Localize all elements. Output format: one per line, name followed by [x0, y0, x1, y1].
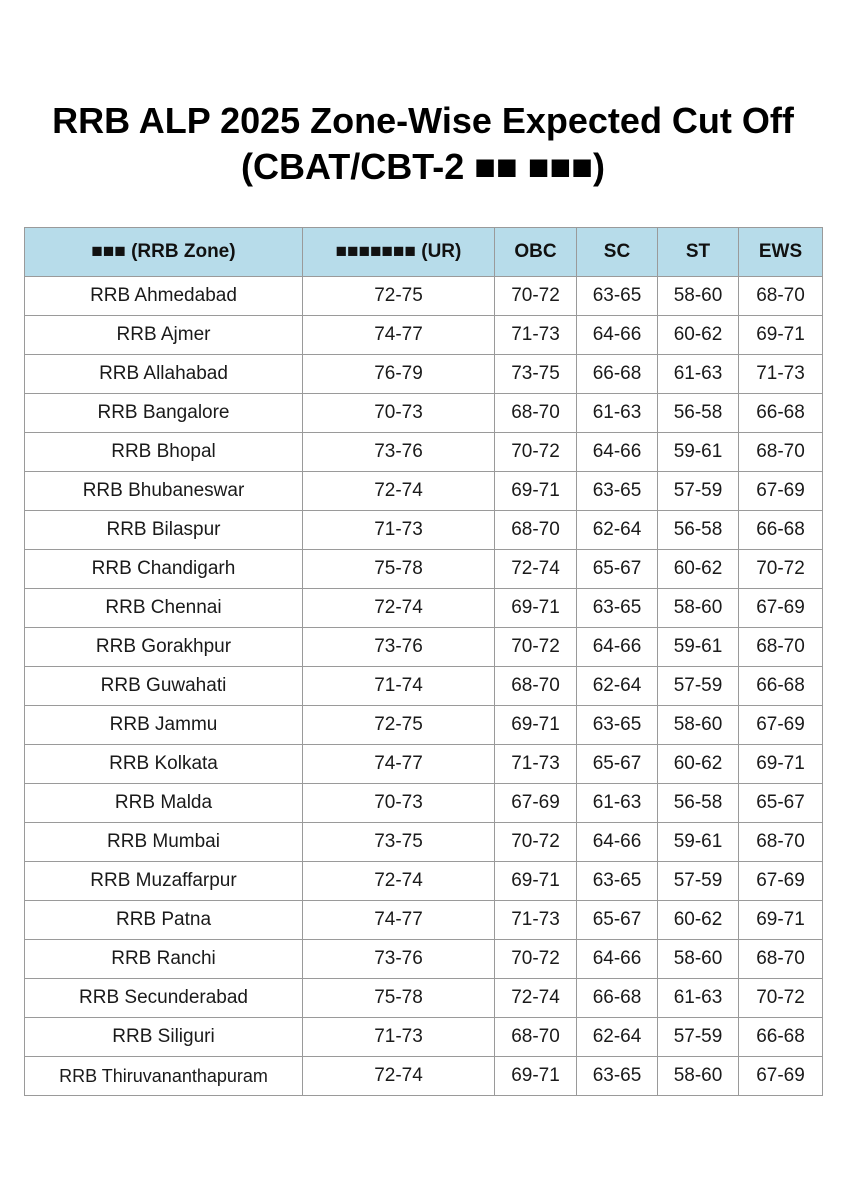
cell-ur: 70-73	[303, 784, 495, 823]
cell-ews: 68-70	[739, 277, 823, 316]
cell-zone: RRB Muzaffarpur	[25, 862, 303, 901]
cell-ur: 73-76	[303, 940, 495, 979]
cell-obc: 69-71	[495, 862, 577, 901]
cell-zone: RRB Mumbai	[25, 823, 303, 862]
header-row	[25, 228, 823, 277]
cell-zone: RRB Malda	[25, 784, 303, 823]
title-line-1: RRB ALP 2025 Zone-Wise Expected Cut Off	[52, 100, 794, 141]
cell-sc: 64-66	[577, 433, 658, 472]
table-row	[25, 316, 823, 355]
table-row	[25, 979, 823, 1018]
cell-ews: 66-68	[739, 1018, 823, 1057]
cell-ews: 68-70	[739, 628, 823, 667]
cell-st: 59-61	[658, 628, 739, 667]
cell-ur: 71-73	[303, 1018, 495, 1057]
cell-zone: RRB Ajmer	[25, 316, 303, 355]
cell-ur: 71-74	[303, 667, 495, 706]
header-sc: SC	[577, 228, 658, 277]
cell-ews: 71-73	[739, 355, 823, 394]
cell-sc: 65-67	[577, 745, 658, 784]
cell-ur: 71-73	[303, 511, 495, 550]
cell-st: 58-60	[658, 706, 739, 745]
cell-obc: 69-71	[495, 706, 577, 745]
cell-ews: 68-70	[739, 433, 823, 472]
cell-ur: 73-76	[303, 433, 495, 472]
cell-ews: 67-69	[739, 589, 823, 628]
cell-st: 58-60	[658, 1057, 739, 1096]
cell-zone: RRB Bilaspur	[25, 511, 303, 550]
cell-ur: 76-79	[303, 355, 495, 394]
cell-zone: RRB Kolkata	[25, 745, 303, 784]
cell-sc: 65-67	[577, 550, 658, 589]
cell-ur: 74-77	[303, 901, 495, 940]
table-row	[25, 589, 823, 628]
cell-st: 59-61	[658, 823, 739, 862]
cell-zone: RRB Secunderabad	[25, 979, 303, 1018]
cell-st: 58-60	[658, 940, 739, 979]
cell-sc: 64-66	[577, 823, 658, 862]
cell-obc: 70-72	[495, 277, 577, 316]
cell-obc: 71-73	[495, 901, 577, 940]
cell-zone: RRB Ahmedabad	[25, 277, 303, 316]
cell-obc: 68-70	[495, 667, 577, 706]
cell-obc: 69-71	[495, 589, 577, 628]
cell-st: 61-63	[658, 979, 739, 1018]
cell-sc: 63-65	[577, 706, 658, 745]
cell-ews: 69-71	[739, 745, 823, 784]
cell-st: 61-63	[658, 355, 739, 394]
cell-sc: 61-63	[577, 784, 658, 823]
cell-zone: RRB Gorakhpur	[25, 628, 303, 667]
page-title	[0, 98, 846, 190]
header-ews: EWS	[739, 228, 823, 277]
cell-ur: 70-73	[303, 394, 495, 433]
cell-st: 57-59	[658, 667, 739, 706]
cell-sc: 63-65	[577, 589, 658, 628]
cell-obc: 70-72	[495, 940, 577, 979]
cell-ews: 68-70	[739, 940, 823, 979]
cell-ur: 72-74	[303, 589, 495, 628]
cell-sc: 66-68	[577, 979, 658, 1018]
cell-obc: 71-73	[495, 745, 577, 784]
cell-st: 56-58	[658, 784, 739, 823]
cell-ews: 65-67	[739, 784, 823, 823]
table-row	[25, 862, 823, 901]
cell-ews: 67-69	[739, 862, 823, 901]
table-body	[25, 277, 823, 1096]
cell-st: 60-62	[658, 901, 739, 940]
cell-ews: 66-68	[739, 511, 823, 550]
header-obc: OBC	[495, 228, 577, 277]
cell-ur: 73-76	[303, 628, 495, 667]
cell-obc: 71-73	[495, 316, 577, 355]
cell-obc: 67-69	[495, 784, 577, 823]
cell-obc: 68-70	[495, 511, 577, 550]
cell-ur: 72-75	[303, 277, 495, 316]
cell-st: 56-58	[658, 394, 739, 433]
cutoff-table	[24, 227, 823, 1096]
header-st: ST	[658, 228, 739, 277]
table-row	[25, 745, 823, 784]
cell-ur: 74-77	[303, 745, 495, 784]
cell-sc: 62-64	[577, 1018, 658, 1057]
cell-obc: 68-70	[495, 394, 577, 433]
table-row	[25, 472, 823, 511]
cell-ur: 72-74	[303, 472, 495, 511]
cell-st: 58-60	[658, 277, 739, 316]
cell-obc: 72-74	[495, 550, 577, 589]
cell-obc: 69-71	[495, 472, 577, 511]
cell-zone: RRB Jammu	[25, 706, 303, 745]
table-row	[25, 628, 823, 667]
cell-ews: 68-70	[739, 823, 823, 862]
table-row	[25, 355, 823, 394]
cell-st: 56-58	[658, 511, 739, 550]
cell-sc: 66-68	[577, 355, 658, 394]
cell-zone: RRB Bhubaneswar	[25, 472, 303, 511]
cell-ews: 66-68	[739, 667, 823, 706]
cell-sc: 64-66	[577, 316, 658, 355]
cell-obc: 70-72	[495, 628, 577, 667]
cell-ews: 66-68	[739, 394, 823, 433]
cell-ews: 67-69	[739, 1057, 823, 1096]
cell-obc: 68-70	[495, 1018, 577, 1057]
cell-sc: 63-65	[577, 472, 658, 511]
cell-sc: 63-65	[577, 862, 658, 901]
cell-zone: RRB Siliguri	[25, 1018, 303, 1057]
table-row	[25, 433, 823, 472]
cell-ews: 67-69	[739, 706, 823, 745]
table-row	[25, 1018, 823, 1057]
cell-sc: 62-64	[577, 511, 658, 550]
cell-zone: RRB Bangalore	[25, 394, 303, 433]
cell-st: 57-59	[658, 1018, 739, 1057]
cell-ews: 70-72	[739, 550, 823, 589]
cell-st: 60-62	[658, 745, 739, 784]
cell-obc: 69-71	[495, 1057, 577, 1096]
table-row	[25, 511, 823, 550]
header-ur: ■■■■■■■ (UR)	[303, 228, 495, 277]
table-row	[25, 823, 823, 862]
cell-ews: 69-71	[739, 901, 823, 940]
table-header	[25, 228, 823, 277]
cell-ur: 73-75	[303, 823, 495, 862]
cell-st: 60-62	[658, 316, 739, 355]
table-row	[25, 394, 823, 433]
cell-ur: 72-74	[303, 1057, 495, 1096]
cell-ews: 70-72	[739, 979, 823, 1018]
table-row	[25, 550, 823, 589]
cell-st: 59-61	[658, 433, 739, 472]
cell-sc: 61-63	[577, 394, 658, 433]
table-row	[25, 901, 823, 940]
table-row	[25, 277, 823, 316]
cell-st: 58-60	[658, 589, 739, 628]
cell-ur: 72-74	[303, 862, 495, 901]
cell-st: 57-59	[658, 472, 739, 511]
cell-sc: 64-66	[577, 628, 658, 667]
cell-st: 60-62	[658, 550, 739, 589]
cell-zone: RRB Ranchi	[25, 940, 303, 979]
cell-sc: 62-64	[577, 667, 658, 706]
cell-ur: 75-78	[303, 979, 495, 1018]
cell-sc: 64-66	[577, 940, 658, 979]
table-row	[25, 784, 823, 823]
cell-zone: RRB Thiruvananthapuram	[25, 1057, 303, 1096]
cell-ur: 75-78	[303, 550, 495, 589]
title-line-2: (CBAT/CBT-2 ■■ ■■■)	[240, 146, 606, 187]
cell-zone: RRB Allahabad	[25, 355, 303, 394]
cell-zone: RRB Patna	[25, 901, 303, 940]
cell-sc: 65-67	[577, 901, 658, 940]
cell-obc: 70-72	[495, 823, 577, 862]
cell-sc: 63-65	[577, 277, 658, 316]
table-row	[25, 706, 823, 745]
cell-zone: RRB Bhopal	[25, 433, 303, 472]
cell-ur: 74-77	[303, 316, 495, 355]
cell-ews: 67-69	[739, 472, 823, 511]
table-row	[25, 940, 823, 979]
cell-obc: 72-74	[495, 979, 577, 1018]
header-zone: ■■■ (RRB Zone)	[25, 228, 303, 277]
cell-ur: 72-75	[303, 706, 495, 745]
cell-zone: RRB Chennai	[25, 589, 303, 628]
cell-obc: 70-72	[495, 433, 577, 472]
cell-ews: 69-71	[739, 316, 823, 355]
cell-zone: RRB Guwahati	[25, 667, 303, 706]
table-row	[25, 1057, 823, 1096]
cell-zone: RRB Chandigarh	[25, 550, 303, 589]
cell-obc: 73-75	[495, 355, 577, 394]
cell-sc: 63-65	[577, 1057, 658, 1096]
cell-st: 57-59	[658, 862, 739, 901]
table-row	[25, 667, 823, 706]
